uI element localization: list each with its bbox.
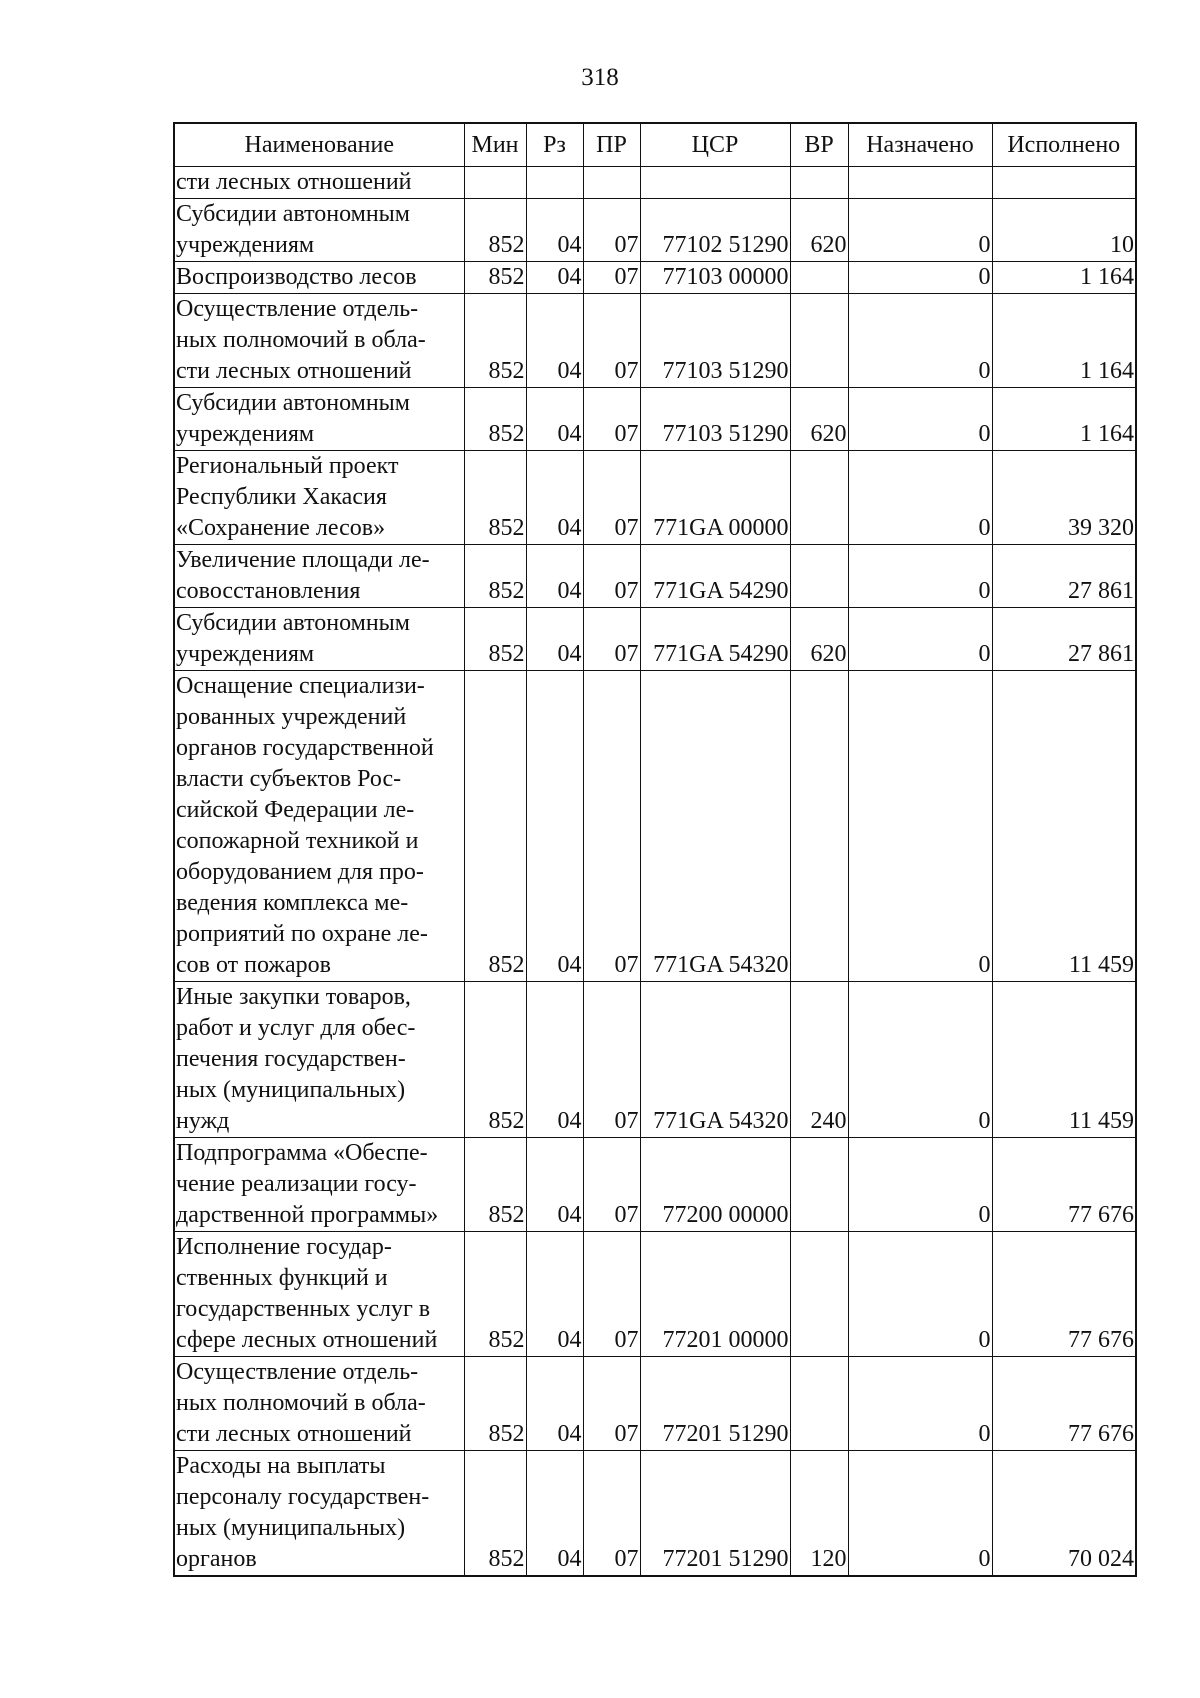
- name-line: сийской Федерации ле-: [176, 797, 415, 823]
- cell-csr: 77102 51290: [640, 199, 790, 262]
- cell-rz: 04: [526, 671, 583, 982]
- cell-min: 852: [464, 388, 526, 451]
- cell-executed: [992, 167, 1136, 199]
- name-line: Оснащение специализи-: [176, 673, 425, 699]
- cell-executed: 77 676: [992, 1357, 1136, 1451]
- cell-executed: 39 320: [992, 451, 1136, 545]
- cell-csr: 771GA 54290: [640, 545, 790, 608]
- cell-assigned: 0: [848, 294, 992, 388]
- name-line: Субсидии автономным: [176, 201, 410, 227]
- name-line: ных полномочий в обла-: [176, 327, 426, 353]
- cell-pr: 07: [583, 671, 640, 982]
- name-line: органов государственной: [176, 735, 434, 761]
- cell-rz: 04: [526, 388, 583, 451]
- cell-name: [174, 199, 464, 262]
- cell-vr: [790, 167, 848, 199]
- header-rz: Рз: [526, 123, 583, 167]
- cell-name: [174, 1357, 464, 1451]
- cell-assigned: 0: [848, 608, 992, 671]
- cell-rz: 04: [526, 1138, 583, 1232]
- name-line: чение реализации госу-: [176, 1171, 417, 1197]
- name-line: Субсидии автономным: [176, 390, 410, 416]
- header-vr: ВР: [790, 123, 848, 167]
- cell-min: [464, 167, 526, 199]
- name-line: сти лесных отношений: [176, 358, 412, 384]
- cell-executed: 27 861: [992, 608, 1136, 671]
- name-line: персоналу государствен-: [176, 1484, 430, 1510]
- name-line: дарственной программы»: [176, 1202, 439, 1228]
- header-min: Мин: [464, 123, 526, 167]
- cell-pr: 07: [583, 1232, 640, 1357]
- table-row: [174, 294, 1136, 388]
- table-row: [174, 671, 1136, 982]
- cell-pr: 07: [583, 545, 640, 608]
- cell-assigned: 0: [848, 982, 992, 1138]
- name-line: ных (муниципальных): [176, 1515, 406, 1541]
- name-line: ведения комплекса ме-: [176, 890, 409, 916]
- cell-executed: 27 861: [992, 545, 1136, 608]
- cell-min: 852: [464, 294, 526, 388]
- cell-min: 852: [464, 608, 526, 671]
- cell-rz: 04: [526, 545, 583, 608]
- cell-csr: [640, 167, 790, 199]
- name-line: роприятий по охране ле-: [176, 921, 428, 947]
- cell-name: [174, 451, 464, 545]
- cell-pr: 07: [583, 294, 640, 388]
- cell-vr: [790, 451, 848, 545]
- cell-vr: 620: [790, 388, 848, 451]
- name-line: ственных функций и: [176, 1265, 388, 1291]
- name-line: власти субъектов Рос-: [176, 766, 402, 792]
- cell-min: 852: [464, 451, 526, 545]
- cell-vr: 620: [790, 199, 848, 262]
- cell-assigned: [848, 167, 992, 199]
- table-row: [174, 545, 1136, 608]
- name-line: ных (муниципальных): [176, 1077, 406, 1103]
- name-line: сов от пожаров: [176, 952, 331, 978]
- cell-executed: 11 459: [992, 982, 1136, 1138]
- header-csr: ЦСР: [640, 123, 790, 167]
- cell-name: [174, 388, 464, 451]
- name-line: Осуществление отдель-: [176, 1359, 419, 1385]
- cell-pr: [583, 167, 640, 199]
- cell-rz: 04: [526, 1451, 583, 1577]
- name-line: сти лесных отношений: [176, 169, 412, 195]
- header-row: [174, 123, 1136, 167]
- table-row: [174, 388, 1136, 451]
- cell-assigned: 0: [848, 1138, 992, 1232]
- cell-min: 852: [464, 199, 526, 262]
- cell-executed: 1 164: [992, 294, 1136, 388]
- table-row: [174, 1357, 1136, 1451]
- cell-rz: 04: [526, 451, 583, 545]
- name-line: работ и услуг для обес-: [176, 1015, 416, 1041]
- cell-assigned: 0: [848, 451, 992, 545]
- cell-pr: 07: [583, 1357, 640, 1451]
- cell-csr: 771GA 54290: [640, 608, 790, 671]
- cell-pr: 07: [583, 982, 640, 1138]
- cell-name: [174, 1451, 464, 1577]
- table-row: [174, 1138, 1136, 1232]
- table-row: [174, 167, 1136, 199]
- cell-pr: 07: [583, 199, 640, 262]
- cell-name: [174, 671, 464, 982]
- name-line: Субсидии автономным: [176, 610, 410, 636]
- name-line: государственных услуг в: [176, 1296, 431, 1322]
- cell-pr: 07: [583, 388, 640, 451]
- cell-vr: [790, 671, 848, 982]
- cell-vr: 120: [790, 1451, 848, 1577]
- header-pr: ПР: [583, 123, 640, 167]
- name-line: ных полномочий в обла-: [176, 1390, 426, 1416]
- cell-min: 852: [464, 1451, 526, 1577]
- name-line: учреждениям: [176, 232, 315, 258]
- cell-vr: 240: [790, 982, 848, 1138]
- cell-vr: [790, 1357, 848, 1451]
- cell-vr: [790, 1138, 848, 1232]
- cell-assigned: 0: [848, 1232, 992, 1357]
- name-line: органов: [176, 1546, 257, 1572]
- cell-csr: 77201 51290: [640, 1451, 790, 1577]
- cell-vr: [790, 545, 848, 608]
- cell-name: [174, 262, 464, 294]
- name-line: Расходы на выплаты: [176, 1453, 386, 1479]
- cell-assigned: 0: [848, 388, 992, 451]
- cell-executed: 70 024: [992, 1451, 1136, 1577]
- table-row: [174, 199, 1136, 262]
- cell-min: 852: [464, 671, 526, 982]
- cell-min: 852: [464, 1138, 526, 1232]
- name-line: рованных учреждений: [176, 704, 407, 730]
- cell-csr: 771GA 54320: [640, 671, 790, 982]
- cell-executed: 10: [992, 199, 1136, 262]
- name-line: сти лесных отношений: [176, 1421, 412, 1447]
- name-line: сфере лесных отношений: [176, 1327, 438, 1353]
- cell-csr: 77201 51290: [640, 1357, 790, 1451]
- cell-csr: 77103 51290: [640, 294, 790, 388]
- table-row: [174, 608, 1136, 671]
- cell-pr: 07: [583, 1451, 640, 1577]
- header-name: Наименование: [174, 123, 464, 167]
- cell-min: 852: [464, 1232, 526, 1357]
- cell-rz: 04: [526, 1232, 583, 1357]
- cell-assigned: 0: [848, 545, 992, 608]
- cell-rz: [526, 167, 583, 199]
- cell-assigned: 0: [848, 199, 992, 262]
- cell-csr: 77103 51290: [640, 388, 790, 451]
- cell-csr: 771GA 00000: [640, 451, 790, 545]
- cell-pr: 07: [583, 451, 640, 545]
- name-line: учреждениям: [176, 421, 315, 447]
- cell-executed: 77 676: [992, 1232, 1136, 1357]
- page-number: 318: [581, 64, 619, 91]
- header-executed: Исполнено: [992, 123, 1136, 167]
- cell-name: [174, 1138, 464, 1232]
- cell-executed: 11 459: [992, 671, 1136, 982]
- table-row: [174, 451, 1136, 545]
- name-line: Республики Хакасия: [176, 484, 387, 510]
- cell-name: [174, 294, 464, 388]
- cell-assigned: 0: [848, 671, 992, 982]
- cell-rz: 04: [526, 1357, 583, 1451]
- cell-assigned: 0: [848, 1357, 992, 1451]
- name-line: Подпрограмма «Обеспе-: [176, 1140, 428, 1166]
- cell-rz: 04: [526, 608, 583, 671]
- header-assigned: Назначено: [848, 123, 992, 167]
- table-body: [174, 167, 1136, 1577]
- name-line: учреждениям: [176, 641, 315, 667]
- cell-vr: [790, 294, 848, 388]
- cell-assigned: 0: [848, 262, 992, 294]
- name-line: Воспроизводство лесов: [176, 264, 417, 290]
- name-line: Осуществление отдель-: [176, 296, 419, 322]
- cell-pr: 07: [583, 262, 640, 294]
- cell-assigned: 0: [848, 1451, 992, 1577]
- cell-min: 852: [464, 262, 526, 294]
- cell-csr: 77103 00000: [640, 262, 790, 294]
- table-row: [174, 262, 1136, 294]
- name-line: Иные закупки товаров,: [176, 984, 411, 1010]
- cell-min: 852: [464, 1357, 526, 1451]
- cell-csr: 771GA 54320: [640, 982, 790, 1138]
- cell-name: [174, 1232, 464, 1357]
- cell-name: [174, 545, 464, 608]
- cell-vr: [790, 262, 848, 294]
- name-line: «Сохранение лесов»: [176, 515, 386, 541]
- name-line: печения государствен-: [176, 1046, 406, 1072]
- cell-vr: 620: [790, 608, 848, 671]
- table-row: [174, 1232, 1136, 1357]
- name-line: оборудованием для про-: [176, 859, 424, 885]
- cell-csr: 77201 00000: [640, 1232, 790, 1357]
- table-row: [174, 1451, 1136, 1577]
- cell-min: 852: [464, 982, 526, 1138]
- cell-rz: 04: [526, 982, 583, 1138]
- cell-vr: [790, 1232, 848, 1357]
- name-line: Региональный проект: [176, 453, 399, 479]
- cell-executed: 1 164: [992, 388, 1136, 451]
- cell-csr: 77200 00000: [640, 1138, 790, 1232]
- cell-rz: 04: [526, 294, 583, 388]
- name-line: нужд: [176, 1108, 230, 1134]
- cell-min: 852: [464, 545, 526, 608]
- cell-name: [174, 608, 464, 671]
- cell-rz: 04: [526, 199, 583, 262]
- cell-executed: 1 164: [992, 262, 1136, 294]
- name-line: сопожарной техникой и: [176, 828, 419, 854]
- name-line: совосстановления: [176, 578, 361, 604]
- cell-name: [174, 167, 464, 199]
- cell-name: [174, 982, 464, 1138]
- table-row: [174, 982, 1136, 1138]
- cell-pr: 07: [583, 1138, 640, 1232]
- name-line: Увеличение площади ле-: [176, 547, 430, 573]
- name-line: Исполнение государ-: [176, 1234, 392, 1260]
- budget-table: [173, 122, 1137, 1577]
- cell-rz: 04: [526, 262, 583, 294]
- cell-pr: 07: [583, 608, 640, 671]
- cell-executed: 77 676: [992, 1138, 1136, 1232]
